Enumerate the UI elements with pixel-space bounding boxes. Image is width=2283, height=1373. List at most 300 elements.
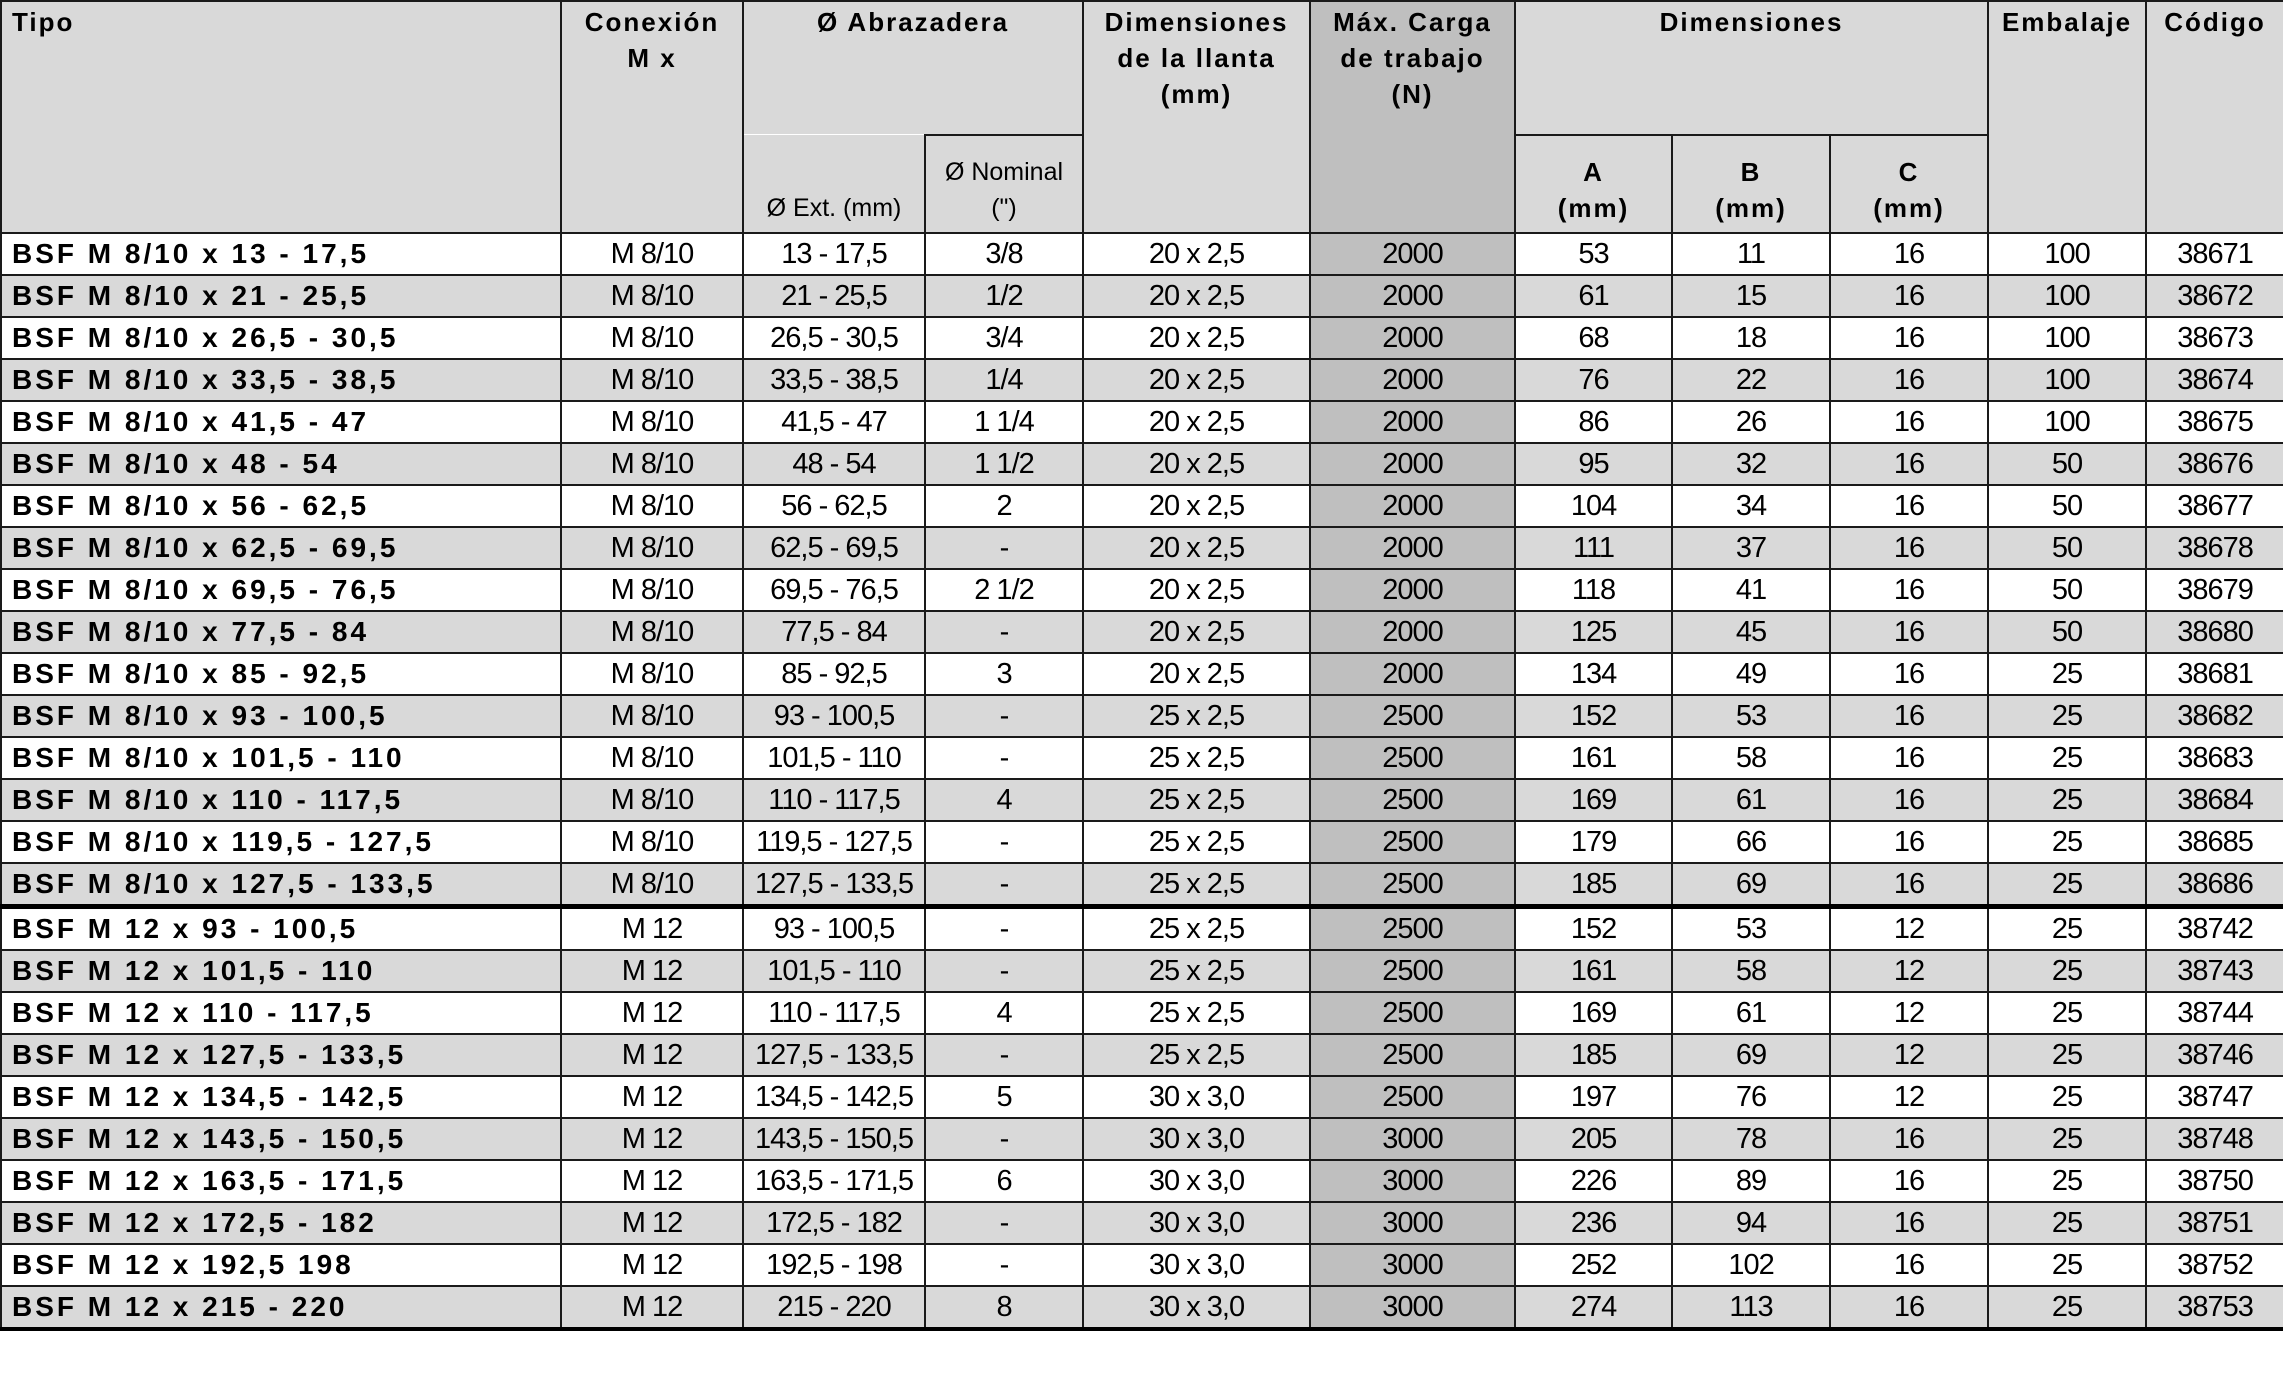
cell-embalaje: 100	[1988, 401, 2146, 443]
cell-embalaje: 25	[1988, 821, 2146, 863]
cell-embalaje: 100	[1988, 317, 2146, 359]
table-row	[1, 527, 2283, 569]
header-dim-llanta: Dimensiones de la llanta (mm)	[1083, 1, 1310, 135]
cell-dim-c: 16	[1830, 359, 1988, 401]
cell-embalaje: 25	[1988, 1118, 2146, 1160]
cell-max-carga: 2500	[1310, 695, 1515, 737]
cell-dim-llanta: 30 x 3,0	[1083, 1160, 1310, 1202]
cell-dim-c: 16	[1830, 527, 1988, 569]
cell-embalaje: 25	[1988, 907, 2146, 951]
cell-embalaje: 50	[1988, 611, 2146, 653]
cell-dim-llanta: 25 x 2,5	[1083, 737, 1310, 779]
cell-dim-c: 12	[1830, 992, 1988, 1034]
cell-max-carga: 2500	[1310, 863, 1515, 907]
cell-tipo: BSF M 8/10 x 101,5 - 110	[1, 737, 561, 779]
table-row	[1, 907, 2283, 951]
cell-tipo: BSF M 12 x 110 - 117,5	[1, 992, 561, 1034]
cell-tipo: BSF M 8/10 x 69,5 - 76,5	[1, 569, 561, 611]
cell-codigo: 38752	[2146, 1244, 2283, 1286]
cell-abrazadera-nominal: 1/2	[925, 275, 1083, 317]
header-dim-c: C (mm)	[1830, 135, 1988, 233]
cell-abrazadera-nominal: -	[925, 737, 1083, 779]
table-row	[1, 1076, 2283, 1118]
cell-max-carga: 2000	[1310, 275, 1515, 317]
cell-dim-c: 16	[1830, 1202, 1988, 1244]
cell-abrazadera-nominal: 5	[925, 1076, 1083, 1118]
table-row	[1, 863, 2283, 907]
cell-dim-b: 37	[1672, 527, 1830, 569]
cell-dim-c: 12	[1830, 950, 1988, 992]
cell-conexion: M 8/10	[561, 569, 743, 611]
cell-conexion: M 8/10	[561, 821, 743, 863]
cell-tipo: BSF M 12 x 192,5 198	[1, 1244, 561, 1286]
cell-tipo: BSF M 8/10 x 26,5 - 30,5	[1, 317, 561, 359]
cell-max-carga: 2500	[1310, 737, 1515, 779]
cell-dim-b: 58	[1672, 737, 1830, 779]
cell-dim-b: 113	[1672, 1286, 1830, 1329]
table-row	[1, 779, 2283, 821]
cell-dim-a: 95	[1515, 443, 1672, 485]
cell-dim-b: 102	[1672, 1244, 1830, 1286]
cell-embalaje: 25	[1988, 950, 2146, 992]
cell-codigo: 38750	[2146, 1160, 2283, 1202]
cell-embalaje: 25	[1988, 653, 2146, 695]
cell-dim-a: 252	[1515, 1244, 1672, 1286]
cell-embalaje: 100	[1988, 359, 2146, 401]
cell-abrazadera-nominal: 3	[925, 653, 1083, 695]
cell-codigo: 38744	[2146, 992, 2283, 1034]
cell-embalaje: 50	[1988, 569, 2146, 611]
cell-dim-llanta: 25 x 2,5	[1083, 907, 1310, 951]
cell-abrazadera-ext: 26,5 - 30,5	[743, 317, 925, 359]
cell-abrazadera-ext: 93 - 100,5	[743, 907, 925, 951]
table-row	[1, 653, 2283, 695]
cell-conexion: M 12	[561, 1076, 743, 1118]
cell-embalaje: 25	[1988, 695, 2146, 737]
cell-dim-a: 185	[1515, 1034, 1672, 1076]
cell-dim-a: 161	[1515, 950, 1672, 992]
cell-conexion: M 8/10	[561, 737, 743, 779]
cell-tipo: BSF M 12 x 172,5 - 182	[1, 1202, 561, 1244]
table-row	[1, 1244, 2283, 1286]
cell-abrazadera-nominal: 8	[925, 1286, 1083, 1329]
cell-embalaje: 25	[1988, 1244, 2146, 1286]
header-conexion-blank	[561, 135, 743, 233]
cell-dim-b: 61	[1672, 992, 1830, 1034]
cell-dim-llanta: 20 x 2,5	[1083, 359, 1310, 401]
cell-abrazadera-ext: 85 - 92,5	[743, 653, 925, 695]
cell-abrazadera-ext: 215 - 220	[743, 1286, 925, 1329]
cell-conexion: M 8/10	[561, 863, 743, 907]
cell-tipo: BSF M 12 x 143,5 - 150,5	[1, 1118, 561, 1160]
cell-codigo: 38674	[2146, 359, 2283, 401]
cell-dim-llanta: 20 x 2,5	[1083, 401, 1310, 443]
cell-dim-b: 89	[1672, 1160, 1830, 1202]
cell-abrazadera-nominal: -	[925, 1202, 1083, 1244]
cell-dim-llanta: 20 x 2,5	[1083, 569, 1310, 611]
header-codigo: Código	[2146, 1, 2283, 135]
cell-abrazadera-nominal: -	[925, 695, 1083, 737]
cell-abrazadera-nominal: 1 1/4	[925, 401, 1083, 443]
cell-dim-a: 86	[1515, 401, 1672, 443]
cell-codigo: 38682	[2146, 695, 2283, 737]
table-header	[1, 1, 2283, 233]
cell-dim-a: 152	[1515, 695, 1672, 737]
cell-codigo: 38673	[2146, 317, 2283, 359]
cell-dim-llanta: 25 x 2,5	[1083, 1034, 1310, 1076]
cell-dim-b: 26	[1672, 401, 1830, 443]
cell-dim-a: 111	[1515, 527, 1672, 569]
cell-dim-b: 61	[1672, 779, 1830, 821]
header-dim-a: A (mm)	[1515, 135, 1672, 233]
table-row	[1, 317, 2283, 359]
cell-codigo: 38672	[2146, 275, 2283, 317]
cell-dim-c: 16	[1830, 737, 1988, 779]
table-row	[1, 611, 2283, 653]
cell-dim-c: 16	[1830, 653, 1988, 695]
cell-dim-c: 16	[1830, 401, 1988, 443]
cell-dim-llanta: 25 x 2,5	[1083, 821, 1310, 863]
cell-codigo: 38686	[2146, 863, 2283, 907]
table-row	[1, 992, 2283, 1034]
cell-conexion: M 8/10	[561, 653, 743, 695]
cell-dim-b: 69	[1672, 1034, 1830, 1076]
cell-abrazadera-ext: 192,5 - 198	[743, 1244, 925, 1286]
header-max-carga-blank	[1310, 135, 1515, 233]
cell-tipo: BSF M 8/10 x 127,5 - 133,5	[1, 863, 561, 907]
cell-dim-llanta: 20 x 2,5	[1083, 443, 1310, 485]
cell-dim-llanta: 25 x 2,5	[1083, 779, 1310, 821]
cell-dim-a: 53	[1515, 233, 1672, 275]
cell-dim-c: 16	[1830, 275, 1988, 317]
cell-dim-c: 16	[1830, 569, 1988, 611]
cell-abrazadera-ext: 69,5 - 76,5	[743, 569, 925, 611]
cell-embalaje: 50	[1988, 527, 2146, 569]
cell-dim-a: 104	[1515, 485, 1672, 527]
cell-codigo: 38685	[2146, 821, 2283, 863]
cell-dim-a: 125	[1515, 611, 1672, 653]
cell-dim-b: 11	[1672, 233, 1830, 275]
cell-max-carga: 3000	[1310, 1244, 1515, 1286]
cell-conexion: M 8/10	[561, 359, 743, 401]
cell-abrazadera-ext: 127,5 - 133,5	[743, 863, 925, 907]
cell-dim-b: 53	[1672, 695, 1830, 737]
table-row	[1, 737, 2283, 779]
cell-codigo: 38675	[2146, 401, 2283, 443]
cell-dim-c: 16	[1830, 1160, 1988, 1202]
cell-dim-a: 76	[1515, 359, 1672, 401]
cell-max-carga: 2000	[1310, 485, 1515, 527]
cell-dim-b: 45	[1672, 611, 1830, 653]
cell-conexion: M 8/10	[561, 779, 743, 821]
cell-dim-b: 18	[1672, 317, 1830, 359]
cell-embalaje: 25	[1988, 779, 2146, 821]
table-row	[1, 569, 2283, 611]
table-row	[1, 485, 2283, 527]
cell-abrazadera-ext: 119,5 - 127,5	[743, 821, 925, 863]
table-row	[1, 695, 2283, 737]
cell-abrazadera-ext: 110 - 117,5	[743, 992, 925, 1034]
cell-embalaje: 100	[1988, 233, 2146, 275]
cell-tipo: BSF M 8/10 x 13 - 17,5	[1, 233, 561, 275]
header-abrazadera: Ø Abrazadera	[743, 1, 1083, 135]
cell-abrazadera-nominal: 3/8	[925, 233, 1083, 275]
cell-abrazadera-ext: 77,5 - 84	[743, 611, 925, 653]
cell-max-carga: 2000	[1310, 233, 1515, 275]
cell-dim-llanta: 30 x 3,0	[1083, 1244, 1310, 1286]
cell-dim-a: 61	[1515, 275, 1672, 317]
cell-abrazadera-nominal: 1 1/2	[925, 443, 1083, 485]
cell-dim-b: 94	[1672, 1202, 1830, 1244]
cell-codigo: 38742	[2146, 907, 2283, 951]
cell-dim-c: 12	[1830, 1076, 1988, 1118]
cell-dim-llanta: 25 x 2,5	[1083, 992, 1310, 1034]
cell-abrazadera-nominal: 2 1/2	[925, 569, 1083, 611]
cell-abrazadera-ext: 21 - 25,5	[743, 275, 925, 317]
cell-abrazadera-ext: 163,5 - 171,5	[743, 1160, 925, 1202]
cell-codigo: 38748	[2146, 1118, 2283, 1160]
cell-abrazadera-ext: 172,5 - 182	[743, 1202, 925, 1244]
cell-dim-a: 236	[1515, 1202, 1672, 1244]
cell-dim-llanta: 25 x 2,5	[1083, 695, 1310, 737]
cell-abrazadera-nominal: -	[925, 1118, 1083, 1160]
cell-conexion: M 12	[561, 992, 743, 1034]
cell-dim-llanta: 30 x 3,0	[1083, 1202, 1310, 1244]
cell-tipo: BSF M 8/10 x 41,5 - 47	[1, 401, 561, 443]
cell-conexion: M 12	[561, 1034, 743, 1076]
cell-conexion: M 8/10	[561, 233, 743, 275]
cell-codigo: 38676	[2146, 443, 2283, 485]
cell-embalaje: 25	[1988, 1160, 2146, 1202]
cell-dim-c: 16	[1830, 821, 1988, 863]
cell-codigo: 38678	[2146, 527, 2283, 569]
cell-codigo: 38681	[2146, 653, 2283, 695]
cell-dim-b: 53	[1672, 907, 1830, 951]
cell-tipo: BSF M 12 x 93 - 100,5	[1, 907, 561, 951]
cell-dim-a: 134	[1515, 653, 1672, 695]
cell-abrazadera-ext: 13 - 17,5	[743, 233, 925, 275]
header-dim-b: B (mm)	[1672, 135, 1830, 233]
cell-conexion: M 8/10	[561, 611, 743, 653]
cell-dim-c: 12	[1830, 907, 1988, 951]
cell-dim-b: 69	[1672, 863, 1830, 907]
cell-codigo: 38747	[2146, 1076, 2283, 1118]
cell-conexion: M 12	[561, 1118, 743, 1160]
cell-tipo: BSF M 8/10 x 119,5 - 127,5	[1, 821, 561, 863]
table-row	[1, 1034, 2283, 1076]
cell-dim-b: 66	[1672, 821, 1830, 863]
cell-codigo: 38684	[2146, 779, 2283, 821]
cell-dim-b: 41	[1672, 569, 1830, 611]
cell-codigo: 38751	[2146, 1202, 2283, 1244]
header-dimensiones: Dimensiones	[1515, 1, 1988, 135]
cell-abrazadera-nominal: -	[925, 907, 1083, 951]
cell-dim-b: 78	[1672, 1118, 1830, 1160]
cell-abrazadera-nominal: 3/4	[925, 317, 1083, 359]
cell-abrazadera-nominal: -	[925, 527, 1083, 569]
cell-max-carga: 2000	[1310, 653, 1515, 695]
header-tipo: Tipo	[1, 1, 561, 135]
cell-dim-llanta: 20 x 2,5	[1083, 653, 1310, 695]
cell-embalaje: 25	[1988, 1202, 2146, 1244]
table-body	[1, 233, 2283, 1329]
cell-dim-llanta: 25 x 2,5	[1083, 950, 1310, 992]
cell-tipo: BSF M 12 x 127,5 - 133,5	[1, 1034, 561, 1076]
cell-dim-llanta: 20 x 2,5	[1083, 485, 1310, 527]
cell-max-carga: 2000	[1310, 569, 1515, 611]
header-tipo-blank	[1, 135, 561, 233]
cell-max-carga: 3000	[1310, 1160, 1515, 1202]
header-row-main	[1, 1, 2283, 135]
cell-tipo: BSF M 8/10 x 93 - 100,5	[1, 695, 561, 737]
cell-conexion: M 12	[561, 1286, 743, 1329]
cell-max-carga: 2500	[1310, 821, 1515, 863]
cell-abrazadera-nominal: 4	[925, 992, 1083, 1034]
cell-abrazadera-ext: 143,5 - 150,5	[743, 1118, 925, 1160]
table-row	[1, 1286, 2283, 1329]
cell-embalaje: 100	[1988, 275, 2146, 317]
cell-dim-c: 16	[1830, 1118, 1988, 1160]
cell-abrazadera-ext: 62,5 - 69,5	[743, 527, 925, 569]
cell-conexion: M 8/10	[561, 317, 743, 359]
cell-abrazadera-ext: 48 - 54	[743, 443, 925, 485]
cell-abrazadera-ext: 41,5 - 47	[743, 401, 925, 443]
cell-tipo: BSF M 8/10 x 110 - 117,5	[1, 779, 561, 821]
cell-dim-llanta: 30 x 3,0	[1083, 1286, 1310, 1329]
table-row	[1, 821, 2283, 863]
cell-abrazadera-nominal: -	[925, 863, 1083, 907]
cell-dim-b: 32	[1672, 443, 1830, 485]
cell-max-carga: 2500	[1310, 1034, 1515, 1076]
cell-codigo: 38746	[2146, 1034, 2283, 1076]
cell-dim-b: 15	[1672, 275, 1830, 317]
cell-conexion: M 12	[561, 1244, 743, 1286]
cell-dim-c: 16	[1830, 485, 1988, 527]
cell-dim-llanta: 30 x 3,0	[1083, 1118, 1310, 1160]
cell-conexion: M 12	[561, 1202, 743, 1244]
cell-dim-llanta: 20 x 2,5	[1083, 611, 1310, 653]
header-abrazadera-ext: Ø Ext. (mm)	[743, 135, 925, 233]
header-embalaje-blank	[1988, 135, 2146, 233]
cell-abrazadera-nominal: -	[925, 611, 1083, 653]
cell-max-carga: 2500	[1310, 992, 1515, 1034]
cell-embalaje: 25	[1988, 737, 2146, 779]
cell-abrazadera-nominal: -	[925, 821, 1083, 863]
cell-conexion: M 8/10	[561, 443, 743, 485]
cell-tipo: BSF M 8/10 x 33,5 - 38,5	[1, 359, 561, 401]
header-dim-llanta-blank	[1083, 135, 1310, 233]
header-row-sub	[1, 135, 2283, 233]
header-max-carga: Máx. Carga de trabajo (N)	[1310, 1, 1515, 135]
cell-conexion: M 12	[561, 907, 743, 951]
cell-dim-a: 197	[1515, 1076, 1672, 1118]
cell-dim-llanta: 20 x 2,5	[1083, 317, 1310, 359]
cell-dim-a: 185	[1515, 863, 1672, 907]
cell-max-carga: 2000	[1310, 443, 1515, 485]
cell-dim-a: 118	[1515, 569, 1672, 611]
cell-codigo: 38679	[2146, 569, 2283, 611]
cell-dim-llanta: 25 x 2,5	[1083, 863, 1310, 907]
cell-codigo: 38680	[2146, 611, 2283, 653]
cell-embalaje: 50	[1988, 443, 2146, 485]
header-embalaje: Embalaje	[1988, 1, 2146, 135]
cell-conexion: M 8/10	[561, 401, 743, 443]
cell-abrazadera-nominal: 4	[925, 779, 1083, 821]
table-row	[1, 359, 2283, 401]
cell-conexion: M 8/10	[561, 527, 743, 569]
cell-dim-c: 16	[1830, 611, 1988, 653]
cell-dim-c: 16	[1830, 443, 1988, 485]
cell-dim-a: 161	[1515, 737, 1672, 779]
cell-dim-c: 16	[1830, 233, 1988, 275]
cell-max-carga: 2000	[1310, 611, 1515, 653]
cell-dim-c: 16	[1830, 1244, 1988, 1286]
cell-abrazadera-ext: 134,5 - 142,5	[743, 1076, 925, 1118]
cell-abrazadera-ext: 127,5 - 133,5	[743, 1034, 925, 1076]
cell-abrazadera-nominal: -	[925, 950, 1083, 992]
cell-dim-llanta: 20 x 2,5	[1083, 275, 1310, 317]
cell-abrazadera-nominal: -	[925, 1244, 1083, 1286]
cell-codigo: 38677	[2146, 485, 2283, 527]
cell-dim-llanta: 20 x 2,5	[1083, 527, 1310, 569]
cell-dim-a: 68	[1515, 317, 1672, 359]
cell-embalaje: 25	[1988, 1286, 2146, 1329]
table-row	[1, 1160, 2283, 1202]
cell-max-carga: 2000	[1310, 401, 1515, 443]
cell-max-carga: 2500	[1310, 950, 1515, 992]
cell-dim-b: 34	[1672, 485, 1830, 527]
cell-max-carga: 2000	[1310, 317, 1515, 359]
cell-dim-b: 58	[1672, 950, 1830, 992]
cell-tipo: BSF M 8/10 x 77,5 - 84	[1, 611, 561, 653]
cell-dim-c: 16	[1830, 863, 1988, 907]
cell-abrazadera-nominal: 2	[925, 485, 1083, 527]
table-row	[1, 950, 2283, 992]
cell-tipo: BSF M 8/10 x 56 - 62,5	[1, 485, 561, 527]
cell-conexion: M 8/10	[561, 695, 743, 737]
cell-conexion: M 12	[561, 1160, 743, 1202]
cell-dim-b: 49	[1672, 653, 1830, 695]
header-conexion: Conexión M x	[561, 1, 743, 135]
table-row	[1, 401, 2283, 443]
cell-dim-llanta: 30 x 3,0	[1083, 1076, 1310, 1118]
cell-dim-c: 16	[1830, 779, 1988, 821]
cell-tipo: BSF M 12 x 163,5 - 171,5	[1, 1160, 561, 1202]
cell-abrazadera-ext: 56 - 62,5	[743, 485, 925, 527]
cell-max-carga: 2000	[1310, 527, 1515, 569]
cell-dim-a: 169	[1515, 779, 1672, 821]
cell-codigo: 38671	[2146, 233, 2283, 275]
cell-dim-llanta: 20 x 2,5	[1083, 233, 1310, 275]
cell-tipo: BSF M 8/10 x 21 - 25,5	[1, 275, 561, 317]
cell-abrazadera-ext: 101,5 - 110	[743, 737, 925, 779]
table-row	[1, 443, 2283, 485]
cell-tipo: BSF M 12 x 215 - 220	[1, 1286, 561, 1329]
cell-max-carga: 2500	[1310, 779, 1515, 821]
cell-tipo: BSF M 8/10 x 85 - 92,5	[1, 653, 561, 695]
cell-dim-a: 152	[1515, 907, 1672, 951]
cell-dim-b: 22	[1672, 359, 1830, 401]
cell-abrazadera-nominal: 1/4	[925, 359, 1083, 401]
cell-max-carga: 2000	[1310, 359, 1515, 401]
table-row	[1, 1118, 2283, 1160]
cell-dim-c: 12	[1830, 1034, 1988, 1076]
cell-codigo: 38753	[2146, 1286, 2283, 1329]
cell-dim-a: 226	[1515, 1160, 1672, 1202]
cell-dim-a: 169	[1515, 992, 1672, 1034]
cell-max-carga: 2500	[1310, 907, 1515, 951]
cell-dim-a: 274	[1515, 1286, 1672, 1329]
